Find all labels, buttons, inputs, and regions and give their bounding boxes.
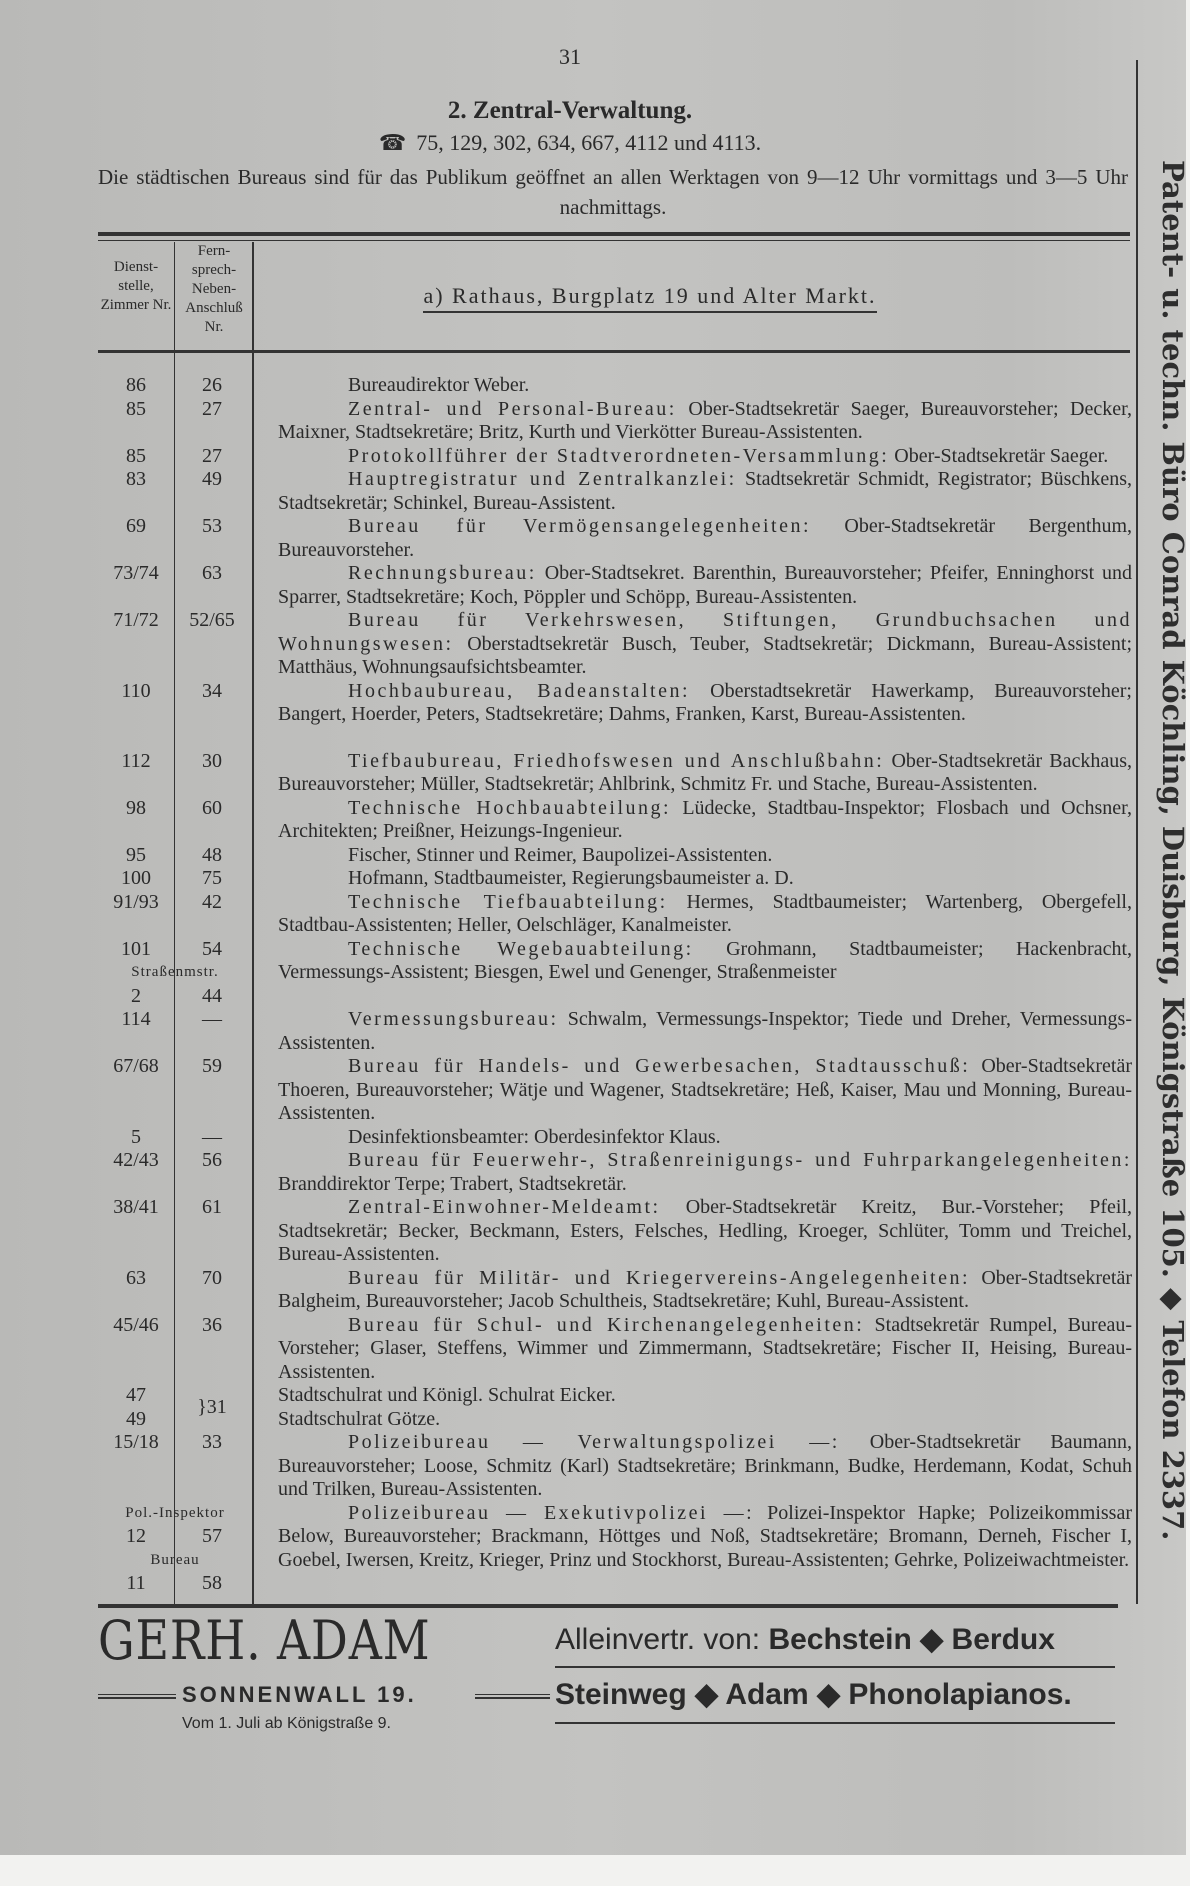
extension-number: — bbox=[202, 1125, 222, 1148]
entry-text bbox=[252, 867, 1132, 891]
extension-number: 56 bbox=[202, 1149, 222, 1171]
extension-number: 44 bbox=[202, 984, 222, 1007]
extension-number: 30 bbox=[202, 749, 222, 772]
extension-number: 54 bbox=[202, 937, 222, 960]
staff-list: Hofmann, Stadtbaumeister, Regierungsbaumeister a. D. bbox=[348, 867, 794, 889]
office-name: Rechnungsbureau: bbox=[348, 562, 537, 584]
office-name: Vermessungsbureau: bbox=[348, 1008, 559, 1030]
entry-text bbox=[252, 750, 1132, 797]
entry-text bbox=[252, 445, 1132, 469]
table-row bbox=[98, 1502, 1132, 1596]
phone-list: 75, 129, 302, 634, 667, 4112 und 4113. bbox=[416, 130, 762, 155]
room-number: 49 bbox=[126, 1407, 146, 1430]
entry-text bbox=[252, 1431, 1132, 1502]
extension-number: 34 bbox=[202, 679, 222, 702]
extension-number: 53 bbox=[202, 515, 222, 537]
row-numbers bbox=[98, 1055, 252, 1126]
extension-number: 36 bbox=[202, 1313, 222, 1336]
number-pair bbox=[98, 985, 252, 1009]
entry-text bbox=[252, 797, 1132, 844]
extension-number: — bbox=[202, 1008, 222, 1030]
office-name: Bureau für Handels- und Gewerbesachen, Stadtausschuß: bbox=[348, 1055, 971, 1077]
row-numbers bbox=[98, 609, 252, 680]
room-number: 42/43 bbox=[113, 1149, 159, 1171]
ad-divider bbox=[555, 1722, 1115, 1724]
staff-list: Lüdecke, Stadtbau-Inspektor; Flosbach und Ochsner, Architekten; Preißner, Heizungs-Ingenieur. bbox=[278, 796, 1132, 842]
row-numbers bbox=[98, 891, 252, 938]
row-numbers bbox=[98, 445, 252, 469]
extension-number: 58 bbox=[202, 1572, 222, 1594]
braced-numbers bbox=[98, 1384, 252, 1431]
extension-number: 49 bbox=[202, 468, 222, 490]
brace-icon: } bbox=[197, 1395, 207, 1418]
extension-number: 63 bbox=[202, 562, 222, 584]
room-number: 69 bbox=[126, 515, 146, 537]
table-row bbox=[98, 1126, 1132, 1150]
room-number: 45/46 bbox=[113, 1313, 159, 1336]
extension-number: 33 bbox=[202, 1431, 222, 1453]
row-label: Straßenmstr. bbox=[131, 964, 219, 980]
number-pair bbox=[98, 1431, 252, 1455]
office-name: Bureau für Vermögensangelegenheiten: bbox=[348, 515, 812, 537]
staff-list: Fischer, Stinner und Reimer, Baupolizei-Assistenten. bbox=[348, 843, 773, 866]
table-row bbox=[98, 891, 1132, 938]
office-name: Tiefbaubureau, Friedhofswesen und Anschlußbahn: bbox=[348, 749, 885, 772]
room-number: 5 bbox=[131, 1125, 141, 1148]
row-label: Pol.-Inspektor bbox=[125, 1504, 225, 1521]
room-number: 85 bbox=[126, 444, 146, 467]
row-numbers bbox=[98, 844, 252, 868]
entry-text bbox=[252, 1196, 1132, 1267]
staff-list: Ober-Stadtsekretär Kreitz, Bur.-Vorsteher; Pfeil, Stadtsekretär; Becker, Beckmann, Esters, Felsches, Hedling, Kroeger, Schlüter, Tomm und Treichel, Bureau-Assistenten. bbox=[278, 1196, 1132, 1265]
staff-list: Ober-Stadtsekretär Thoeren, Bureauvorsteher; Wätje und Wagener, Stadtsekretäre; Heß, Kaiser, Mau und Monning, Bureau-Assistenten. bbox=[278, 1055, 1132, 1124]
room-number: 85 bbox=[126, 397, 146, 420]
entry-text bbox=[252, 1126, 1132, 1150]
office-name: Bureau für Verkehrswesen, Stiftungen, Grundbuchsachen und Wohnungswesen: bbox=[278, 609, 1132, 655]
entry-text bbox=[252, 1384, 1132, 1431]
row-numbers bbox=[98, 680, 252, 727]
extension-number: 26 bbox=[202, 374, 222, 396]
directory-table bbox=[98, 374, 1132, 1596]
room-number: 63 bbox=[126, 1266, 146, 1289]
extension-number: 57 bbox=[202, 1525, 222, 1547]
number-pair bbox=[98, 1149, 252, 1173]
staff-list: Oberstadtsekretär Hawerkamp, Bureauvorsteher; Bangert, Hoerder, Peters, Stadtsekretäre; Dahms, Franken, Karst, Bureau-Assistenten. bbox=[278, 679, 1132, 725]
row-numbers bbox=[98, 867, 252, 891]
row-numbers bbox=[98, 1314, 252, 1385]
office-name: Zentral- und Personal-Bureau: bbox=[348, 397, 677, 420]
row-numbers bbox=[98, 1502, 252, 1596]
table-row bbox=[98, 398, 1132, 445]
staff-list: Oberstadtsekretär Busch, Teuber, Stadtsekretär; Dickmann, Bureau-Assistent; Matthäus, Wohnungsaufsichtsbeamter. bbox=[278, 632, 1132, 678]
staff-list: Grohmann, Stadtbaumeister; Hackenbracht, Vermessungs-Assistent; Biesgen, Ewel und Genenger, Straßenmeister bbox=[278, 937, 1132, 983]
ad-brands: Bechstein ◆ Berdux bbox=[768, 1623, 1055, 1656]
number-pair bbox=[98, 1055, 252, 1079]
number-pair bbox=[98, 398, 252, 422]
room-number: 91/93 bbox=[113, 890, 159, 913]
room-number: 86 bbox=[126, 374, 146, 396]
opening-hours: Die städtischen Bureaus sind für das Publikum geöffnet an allen Werktagen von 9—12 Uhr vormittags und 3—5 Uhr nachmittags. bbox=[98, 165, 1128, 219]
number-pair bbox=[98, 891, 252, 915]
column-header-fernsprech: Fern-sprech-Neben-Anschluß Nr. bbox=[185, 243, 243, 335]
number-pair bbox=[98, 1314, 252, 1338]
table-row bbox=[98, 445, 1132, 469]
extension-number: 52/65 bbox=[189, 609, 235, 631]
ad-line-2: Steinweg ◆ Adam ◆ Phonolapianos. bbox=[555, 1678, 1072, 1711]
staff-list: Desinfektionsbeamter: Oberdesinfektor Klaus. bbox=[348, 1125, 721, 1148]
section-heading bbox=[300, 283, 1000, 309]
phone-extension bbox=[174, 1384, 250, 1431]
extension-number: 61 bbox=[202, 1196, 222, 1218]
number-pair bbox=[98, 562, 252, 586]
entry-line: Stadtschulrat und Königl. Schulrat Eicker. bbox=[278, 1384, 616, 1406]
table-row bbox=[98, 468, 1132, 515]
room-number: 110 bbox=[121, 679, 151, 702]
staff-list: Ober-Stadtsekretär Baumann, Bureauvorsteher; Loose, Schmitz (Karl) Stadtsekretäre; Brinkmann, Budke, Herdemann, Kodat, Schuh und Trilken, Bureau-Assistenten. bbox=[278, 1431, 1133, 1500]
entry-text bbox=[252, 844, 1132, 868]
staff-list: Ober-Stadtsekretär Balgheim, Bureauvorsteher; Jacob Schultheis, Stadtsekretäre; Kuhl, Bureau-Assistent. bbox=[278, 1266, 1132, 1312]
room-number: 112 bbox=[121, 749, 151, 772]
row-numbers bbox=[98, 515, 252, 562]
row-numbers bbox=[98, 1196, 252, 1267]
extension-number: 70 bbox=[202, 1266, 222, 1289]
room-number: 101 bbox=[121, 937, 151, 960]
entry-text bbox=[252, 609, 1132, 680]
ad-address: SONNENWALL 19. bbox=[182, 1682, 417, 1707]
table-row bbox=[98, 750, 1132, 797]
entry-text bbox=[252, 398, 1132, 445]
table-row bbox=[98, 1267, 1132, 1314]
number-pair bbox=[98, 1008, 252, 1032]
row-numbers bbox=[98, 750, 252, 797]
page-number: 31 bbox=[559, 44, 581, 69]
room-number: 2 bbox=[131, 984, 141, 1007]
entry-text bbox=[252, 562, 1132, 609]
table-row bbox=[98, 1008, 1132, 1055]
section-title: a) Rathaus, Burgplatz 19 und Alter Markt. bbox=[423, 283, 876, 313]
table-row bbox=[98, 867, 1132, 891]
room-number: 15/18 bbox=[113, 1431, 159, 1453]
office-name: Zentral-Einwohner-Meldeamt: bbox=[348, 1196, 661, 1218]
entry-text bbox=[252, 891, 1132, 938]
page-title: 2. Zentral-Verwaltung. bbox=[447, 97, 693, 124]
office-name: Hochbaubureau, Badeanstalten: bbox=[348, 679, 691, 702]
top-rule-thin bbox=[98, 240, 1130, 241]
ad-ornament bbox=[475, 1694, 550, 1699]
row-numbers bbox=[98, 1149, 252, 1196]
office-name: Polizeibureau — Verwaltungspolizei —: bbox=[348, 1431, 840, 1453]
entry-text bbox=[252, 1055, 1132, 1126]
staff-list: Branddirektor Terpe; Trabert, Stadtsekretär. bbox=[278, 1172, 627, 1195]
staff-list: Stadtsekretär Schmidt, Registrator; Büschkens, Stadtsekretär; Schinkel, Bureau-Assistent. bbox=[278, 468, 1132, 514]
table-row bbox=[98, 1149, 1132, 1196]
staff-list: Stadtsekretär Rumpel, Bureau-Vorsteher; Glaser, Steffens, Wimmer und Zimmermann, Stadtsekretäre; Fischer II, Heising, Bureau-Assistenten. bbox=[278, 1313, 1132, 1383]
room-number: 47 bbox=[126, 1384, 146, 1406]
row-numbers bbox=[98, 1267, 252, 1314]
number-pair bbox=[98, 1196, 252, 1220]
number-pair bbox=[98, 867, 252, 891]
table-row bbox=[98, 797, 1132, 844]
table-row bbox=[98, 1055, 1132, 1126]
row-numbers bbox=[98, 938, 252, 1009]
number-pair bbox=[98, 844, 252, 868]
ad-prefix: Alleinvertr. von: bbox=[555, 1623, 761, 1656]
room-number: 38/41 bbox=[113, 1196, 159, 1218]
extension-number: 31 bbox=[206, 1395, 227, 1418]
entry-text bbox=[252, 938, 1132, 1009]
table-row bbox=[98, 515, 1132, 562]
margin-line bbox=[1136, 60, 1138, 1604]
entry-text bbox=[252, 1149, 1132, 1196]
number-pair bbox=[98, 1525, 252, 1549]
table-row bbox=[98, 680, 1132, 750]
entry-text bbox=[252, 1314, 1132, 1385]
office-name: Technische Tiefbauabteilung: bbox=[348, 890, 668, 913]
number-pair bbox=[98, 515, 252, 539]
office-name: Bureau für Feuerwehr-, Straßenreinigungs- und Fuhrparkangelegenheiten: bbox=[348, 1149, 1132, 1171]
extension-number: 75 bbox=[202, 867, 222, 889]
table-row bbox=[98, 844, 1132, 868]
number-pair bbox=[98, 445, 252, 469]
room-number: 71/72 bbox=[113, 609, 159, 631]
number-pair bbox=[98, 1267, 252, 1291]
number-pair bbox=[98, 374, 252, 398]
office-name: Protokollführer der Stadtverordneten-Versammlung: bbox=[348, 444, 890, 467]
number-pair bbox=[98, 938, 252, 962]
extension-number: 27 bbox=[202, 397, 222, 420]
extension-number: 42 bbox=[202, 890, 222, 913]
top-rule bbox=[98, 232, 1130, 236]
number-pair bbox=[98, 680, 252, 704]
ad-divider bbox=[555, 1666, 1115, 1668]
number-pair bbox=[98, 797, 252, 821]
staff-list: Hermes, Stadtbaumeister; Wartenberg, Obergefell, Stadtbau-Assistenten; Heller, Oelschläger, Kanalmeister. bbox=[278, 890, 1132, 936]
room-number: 83 bbox=[126, 468, 146, 490]
row-numbers bbox=[98, 562, 252, 609]
extension-number: 60 bbox=[202, 796, 222, 819]
row-numbers bbox=[98, 1384, 252, 1431]
entry-text bbox=[252, 374, 1132, 398]
staff-list: Bureaudirektor Weber. bbox=[348, 374, 530, 396]
table-row bbox=[98, 1314, 1132, 1385]
room-number: 98 bbox=[126, 796, 146, 819]
office-name: Polizeibureau — Exekutivpolizei —: bbox=[348, 1501, 755, 1524]
office-name: Technische Wegebauabteilung: bbox=[348, 937, 694, 960]
staff-list: Schwalm, Vermessungs-Inspektor; Tiede und Dreher, Vermessungs-Assistenten. bbox=[278, 1008, 1132, 1054]
row-numbers bbox=[98, 374, 252, 398]
number-pair bbox=[98, 750, 252, 774]
entry-text bbox=[252, 1267, 1132, 1314]
entry-line: Stadtschulrat Götze. bbox=[278, 1407, 441, 1430]
entry-text bbox=[252, 515, 1132, 562]
staff-list: Ober-Stadtsekretär Saeger, Bureauvorsteher; Decker, Maixner, Stadtsekretäre; Britz, Kurth und Vierkötter Bureau-Assistenten. bbox=[278, 397, 1132, 443]
column-header-dienststelle: Dienst-stelle, Zimmer Nr. bbox=[100, 259, 172, 313]
room-numbers bbox=[98, 1384, 174, 1431]
room-number: 11 bbox=[126, 1572, 146, 1594]
room-number: 95 bbox=[126, 843, 146, 866]
entry-text bbox=[252, 1008, 1132, 1055]
entry-text bbox=[252, 468, 1132, 515]
table-row bbox=[98, 374, 1132, 398]
advertiser-name: GERH. ADAM bbox=[98, 1609, 431, 1672]
row-numbers bbox=[98, 797, 252, 844]
side-advertisement: Patent- u. techn. Büro Conrad Köchling, Duisburg, Königstraße 105. ◆ Telefon 2337. bbox=[1156, 160, 1190, 1541]
number-pair bbox=[98, 609, 252, 633]
row-numbers bbox=[98, 468, 252, 515]
extension-number: 48 bbox=[202, 843, 222, 866]
row-numbers bbox=[98, 1008, 252, 1055]
row-numbers bbox=[98, 1431, 252, 1502]
entry-text bbox=[252, 680, 1132, 727]
table-row bbox=[98, 1196, 1132, 1267]
number-pair bbox=[98, 1126, 252, 1150]
table-row bbox=[98, 1384, 1132, 1431]
row-label: Bureau bbox=[150, 1551, 200, 1568]
number-pair bbox=[98, 468, 252, 492]
row-numbers bbox=[98, 398, 252, 445]
phone-numbers bbox=[0, 130, 1140, 156]
ad-move-note: Vom 1. Juli ab Königstraße 9. bbox=[182, 1715, 391, 1732]
staff-list: Polizei-Inspektor Hapke; Polizeikommissar Below, Bureauvorsteher; Brackmann, Höttges und Noß, Stadtsekretäre; Bromann, Derneh, Fischer I, Goebel, Iwersen, Kreitz, Krieger, Prinz und Stockhorst, Bureau-Assistenten; Gehrke, Polizeiwachtmeister. bbox=[278, 1501, 1132, 1571]
office-name: Bureau für Militär- und Kriegervereins-Angelegenheiten: bbox=[348, 1266, 971, 1289]
telephone-icon: ☎ bbox=[378, 130, 407, 155]
staff-list: Ober-Stadtsekretär Backhaus, Bureauvorsteher; Müller, Stadtsekretär; Ahlbrink, Schmitz Fr. und Stache, Bureau-Assistenten. bbox=[278, 749, 1132, 795]
footer-advertisement bbox=[0, 1604, 1186, 1734]
office-name: Hauptregistratur und Zentralkanzlei: bbox=[348, 468, 737, 490]
room-number: 67/68 bbox=[113, 1055, 159, 1077]
number-pair bbox=[98, 1572, 252, 1596]
ad-ornament bbox=[98, 1694, 176, 1699]
table-row bbox=[98, 609, 1132, 680]
table-row bbox=[98, 562, 1132, 609]
staff-list: Ober-Stadtsekret. Barenthin, Bureauvorsteher; Pfeifer, Enninghorst und Sparrer, Stadtsekretäre; Koch, Pöppler und Schöpp, Bureau-Assistenten. bbox=[278, 562, 1132, 608]
staff-list: Ober-Stadtsekretär Bergenthum, Bureauvorsteher. bbox=[278, 515, 1132, 561]
staff-list: Ober-Stadtsekretär Saeger. bbox=[889, 444, 1109, 467]
table-row bbox=[98, 1431, 1132, 1502]
room-number: 73/74 bbox=[113, 562, 159, 584]
room-number: 12 bbox=[126, 1525, 146, 1547]
footer-rule bbox=[98, 1604, 1118, 1608]
room-number: 114 bbox=[121, 1008, 151, 1030]
office-name: Bureau für Schul- und Kirchenangelegenheiten: bbox=[348, 1313, 865, 1336]
entry-text bbox=[252, 1502, 1132, 1596]
row-numbers bbox=[98, 1126, 252, 1150]
office-name: Technische Hochbauabteilung: bbox=[348, 796, 672, 819]
extension-number: 59 bbox=[202, 1055, 222, 1077]
table-row bbox=[98, 938, 1132, 1009]
ad-line-1 bbox=[555, 1622, 1055, 1658]
room-number: 100 bbox=[121, 867, 151, 889]
extension-number: 27 bbox=[202, 444, 222, 467]
